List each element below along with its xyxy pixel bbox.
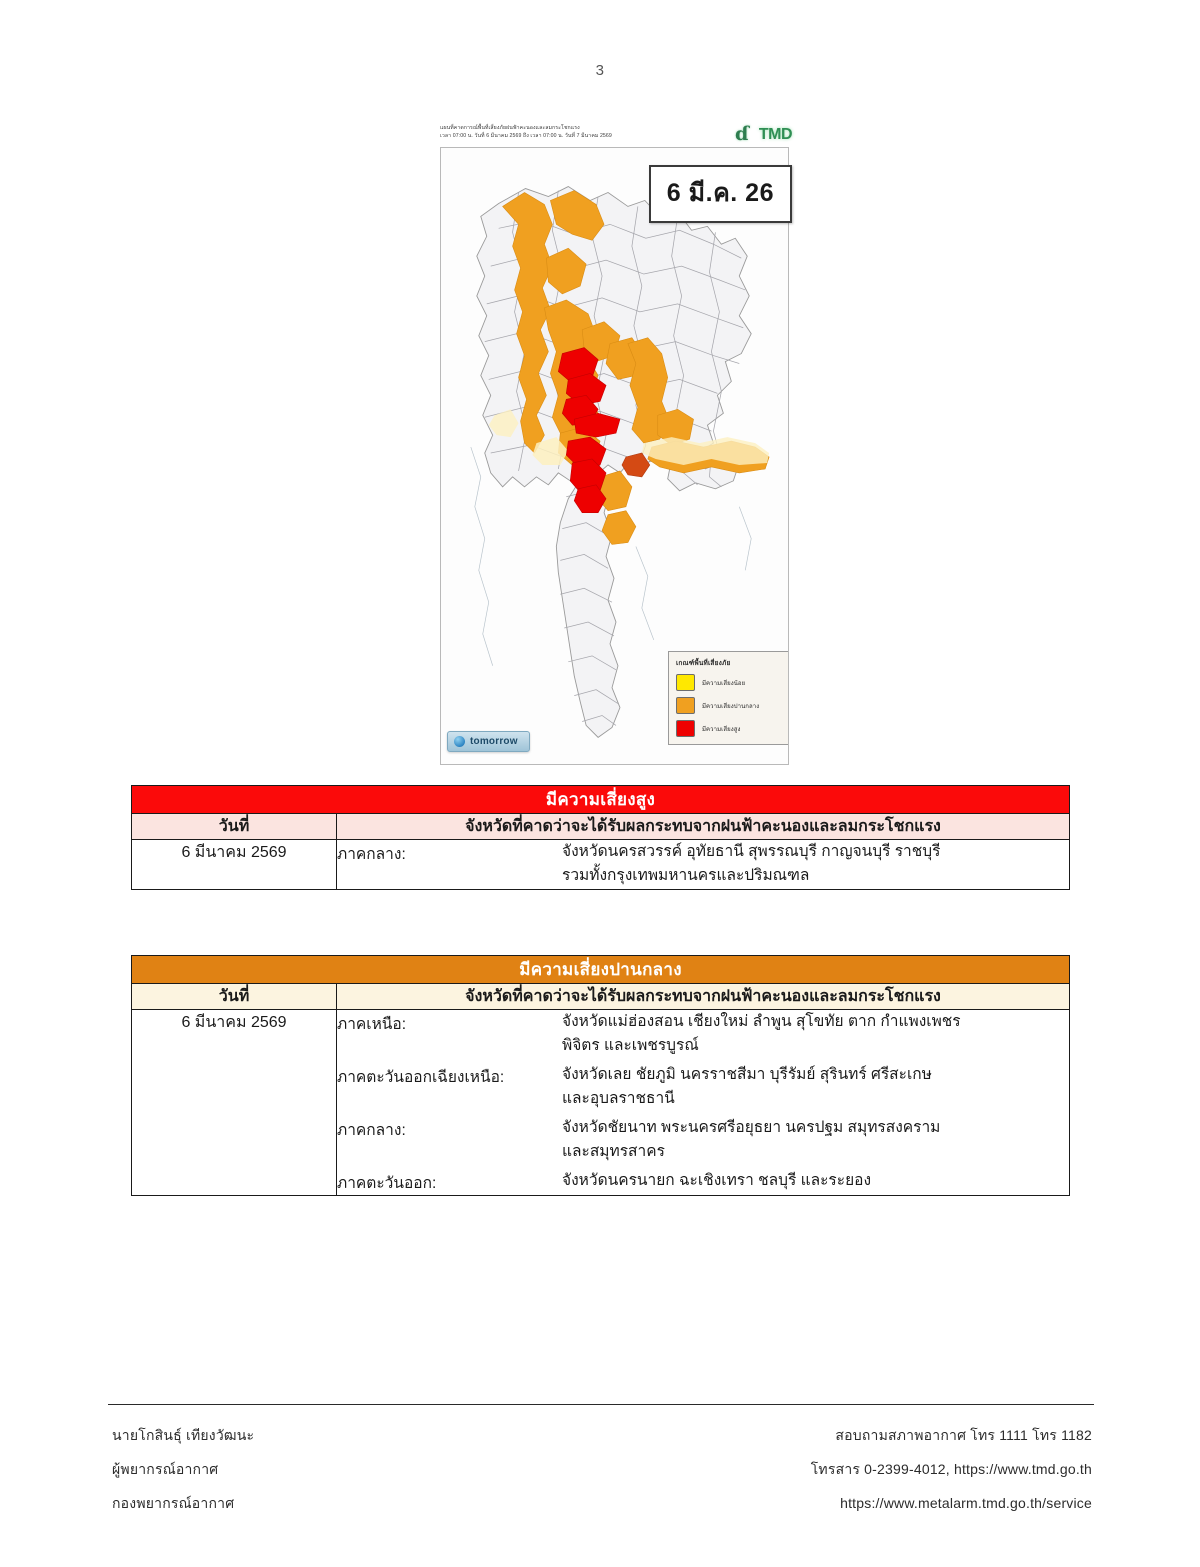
map-frame [440,147,789,765]
moderate-risk-banner: มีความเสี่ยงปานกลาง [132,956,1070,984]
moderate-row-date: 6 มีนาคม 2569 [132,1010,337,1196]
table-header-row [132,814,1070,840]
legend-swatch-low [676,674,695,691]
high-risk-banner: มีความเสี่ยงสูง [132,786,1070,814]
map-date-badge: 6 มี.ค. 26 [649,165,792,223]
high-row-provinces [337,840,1070,890]
page-number: 3 [595,62,605,79]
legend-item-high [676,720,782,737]
legend-label-high: มีความเสี่ยงสูง [702,726,741,733]
table-banner-row [132,786,1070,814]
region-provinces-east [562,1169,1069,1193]
region-block-northeast [337,1063,1069,1112]
moderate-col-header-provinces: จังหวัดที่คาดว่าจะได้รับผลกระทบจากฝนฟ้าคะนองและลมกระโชกแรง [337,984,1070,1010]
legend-swatch-high [676,720,695,737]
contact-fax-website-line: โทรสาร 0-2399-4012, https://www.tmd.go.th [810,1460,1092,1477]
moderate-row-provinces [337,1010,1070,1196]
high-row-date: 6 มีนาคม 2569 [132,840,337,890]
legend-item-low [676,674,782,691]
province-line: จังหวัดนครนายก ฉะเชิงเทรา ชลบุรี และระยอง [562,1171,872,1189]
map-legend [668,651,789,745]
forecast-map-figure [437,125,792,765]
table-banner-row [132,956,1070,984]
tomorrow-logo-badge [447,731,530,752]
region-provinces-northeast [562,1063,1069,1112]
tmd-logo-icon: TMD [758,125,792,143]
region-provinces-central [562,1116,1069,1165]
map-caption [440,125,690,140]
province-line: รวมทั้งกรุงเทพมหานครและปริมณฑล [562,867,810,885]
province-line: จังหวัดนครสวรรค์ อุทัยธานี สุพรรณบุรี กาญจนบุรี ราชบุรี [562,843,941,860]
legend-swatch-moderate [676,697,695,714]
forecaster-title: ผู้พยากรณ์อากาศ [112,1460,219,1477]
map-logos [735,125,792,144]
contact-phone-line: สอบถามสภาพอากาศ โทร 1111 โทร 1182 [835,1427,1092,1443]
footer-divider [108,1404,1094,1405]
map-caption-line-1: แผนที่คาดการณ์พื้นที่เสี่ยงภัยฝนฟ้าคะนองและลมกระโชกแรง [440,125,580,131]
province-line: และสมุทรสาคร [562,1143,665,1161]
legend-label-low: มีความเสี่ยงน้อย [702,680,746,687]
region-provinces-north [562,1010,1069,1059]
footer-right-block [592,1419,1092,1521]
df-logo-icon: ɗ [734,123,749,145]
province-line: จังหวัดแม่ฮ่องสอน เชียงใหม่ ลำพูน สุโขทัย ตาก กำแพงเพชร [562,1013,961,1030]
moderate-col-header-date: วันที่ [132,984,337,1010]
province-line: จังหวัดชัยนาท พระนครศรีอยุธยา นครปฐม สมุทรสงคราม [562,1118,941,1136]
map-caption-line-2: เวลา 07:00 น. วันที่ 6 มีนาคม 2569 ถึง เวลา 07:00 น. วันที่ 7 มีนาคม 2569 [440,132,612,139]
table-row [132,840,1070,890]
province-line: พิจิตร และเพชรบูรณ์ [562,1037,699,1055]
region-label-central: ภาคกลาง: [337,846,406,863]
high-risk-table [131,785,1070,890]
region-label-east: ภาคตะวันออก: [337,1174,437,1192]
footer-left-block [112,1419,552,1521]
forecaster-name: นายโกสินธุ์ เทียงวัฒนะ [112,1427,255,1443]
legend-label-moderate: มีความเสี่ยงปานกลาง [702,703,760,710]
region-label-northeast: ภาคตะวันออกเฉียงเหนือ: [337,1068,505,1086]
region-label-central: ภาคกลาง: [337,1121,406,1139]
region-block-central [337,1116,1069,1165]
region-block-central [337,840,1069,889]
region-provinces-central [562,840,1069,889]
table-header-row [132,984,1070,1010]
moderate-risk-table [131,955,1070,1196]
region-block-east [337,1169,1069,1195]
legend-title: เกณฑ์พื้นที่เสี่ยงภัย [676,660,731,667]
province-line: จังหวัดเลย ชัยภูมิ นครราชสีมา บุรีรัมย์ สุรินทร์ ศรีสะเกษ [562,1065,932,1083]
tomorrow-globe-icon [454,736,465,747]
legend-item-moderate [676,697,782,714]
contact-service-url: https://www.metalarm.tmd.go.th/service [840,1494,1092,1511]
high-col-header-provinces: จังหวัดที่คาดว่าจะได้รับผลกระทบจากฝนฟ้าคะนองและลมกระโชกแรง [337,814,1070,840]
table-row [132,1010,1070,1196]
region-label-north: ภาคเหนือ: [337,1016,407,1033]
tomorrow-label: tomorrow [470,736,518,747]
province-line: และอุบลราชธานี [562,1090,675,1108]
region-block-north [337,1010,1069,1059]
forecaster-division: กองพยากรณ์อากาศ [112,1494,235,1511]
high-col-header-date: วันที่ [132,814,337,840]
